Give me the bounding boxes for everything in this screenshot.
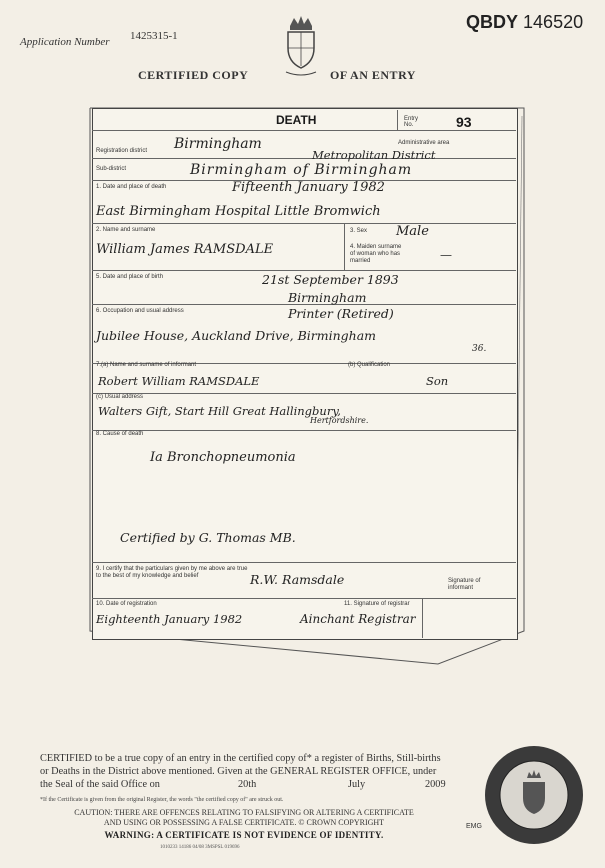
- date-place-death-label: 1. Date and place of death: [96, 184, 167, 190]
- informant-signature: R.W. Ramsdale: [250, 572, 345, 587]
- registration-district: Birmingham: [174, 136, 262, 152]
- birth-date: 21st September 1893: [262, 272, 399, 287]
- administrative-area-label: Administrative area: [398, 140, 450, 146]
- certification-day: 20th: [238, 779, 257, 790]
- certification-text: CERTIFIED to be a true copy of an entry in the certified copy of* a register of Births, Still-births or Deaths in the District above mentioned. Given at the GENERAL REGISTER OFFICE, under the Seal of the said Office on 20th July 2009: [40, 753, 446, 790]
- certified-by: Certified by G. Thomas MB.: [120, 530, 296, 545]
- maiden-surname-label: 4. Maiden surname of woman who has married: [350, 244, 402, 264]
- application-number-label: Application Number: [20, 36, 110, 48]
- subdistrict: Birmingham of Birmingham: [190, 162, 413, 178]
- informant-address: Walters Gift, Start Hill Great Hallingbury,: [98, 404, 341, 418]
- deceased-name: William James RAMSDALE: [96, 242, 274, 257]
- royal-crest-icon: [276, 12, 326, 78]
- registrar-label: 11. Signature of registrar: [344, 601, 410, 607]
- warning-text: WARNING: A CERTIFICATE IS NOT EVIDENCE OF IDENTITY.: [104, 830, 384, 840]
- informant-label: 7.(a) Name and surname of informant: [96, 362, 197, 368]
- place-of-death: East Birmingham Hospital Little Bromwich: [96, 204, 381, 219]
- address-number: 36.: [472, 344, 487, 354]
- footnote: *If the Certificate is given from the original Register, the words "the certified copy of" are struck out.: [40, 797, 284, 803]
- serial-number: QBDY 146520: [466, 12, 584, 32]
- sex-label: 3. Sex: [350, 228, 368, 234]
- occupation: Printer (Retired): [288, 306, 394, 321]
- form-title: DEATH: [276, 113, 317, 127]
- entry-number: 93: [456, 114, 472, 130]
- registration-date: Eighteenth January 1982: [96, 612, 243, 626]
- registrar-signature: Ainchant Registrar: [300, 612, 416, 626]
- registration-district-label: Registration district: [96, 148, 148, 154]
- title-certified-copy: CERTIFIED COPY: [138, 68, 249, 82]
- date-of-death: Fifteenth January 1982: [232, 180, 385, 195]
- qualification-label: (b) Qualification: [348, 362, 391, 368]
- certification-month: July: [348, 779, 366, 790]
- informant-address-county: Hertfordshire.: [310, 416, 369, 425]
- print-codes: 1010233 14186 04/08 3MSPSL 019696: [160, 845, 240, 850]
- caution-text: CAUTION: THERE ARE OFFENCES RELATING TO FALSIFYING OR ALTERING A CERTIFICATE AND USING OR POSSESSING A FALSE CERTIFICATE. © CROWN COPYRIGHT: [74, 808, 414, 827]
- administrative-area: Metropolitan District: [312, 148, 436, 162]
- sex-value: Male: [396, 224, 429, 239]
- usual-address-label: (c) Usual address: [96, 394, 144, 400]
- registration-date-label: 10. Date of registration: [96, 601, 157, 607]
- birth-label: 5. Date and place of birth: [96, 274, 164, 280]
- cause-of-death: Ia Bronchopneumonia: [150, 450, 296, 465]
- application-number: 1425315-1: [130, 30, 178, 42]
- qualification: Son: [426, 374, 449, 388]
- subdistrict-label: Sub-district: [96, 166, 127, 172]
- informant-name: Robert William RAMSDALE: [98, 374, 260, 388]
- general-register-office-seal-icon: [483, 744, 585, 846]
- title-of-an-entry: OF AN ENTRY: [330, 68, 416, 82]
- maiden-surname: —: [440, 248, 452, 262]
- certify-label: 9. I certify that the particulars given by me above are true to the best of my knowledge and belief: [96, 566, 248, 579]
- signature-informant-label: Signature of informant: [448, 578, 481, 591]
- emg-code: EMG: [466, 823, 482, 830]
- cause-label: 8. Cause of death: [96, 431, 144, 437]
- entry-no-label: Entry No.: [404, 116, 419, 128]
- birth-place: Birmingham: [288, 290, 367, 305]
- occupation-label: 6. Occupation and usual address: [96, 308, 184, 314]
- name-label: 2. Name and surname: [96, 227, 156, 233]
- address: Jubilee House, Auckland Drive, Birmingham: [96, 328, 377, 343]
- certification-year: 2009: [425, 779, 446, 790]
